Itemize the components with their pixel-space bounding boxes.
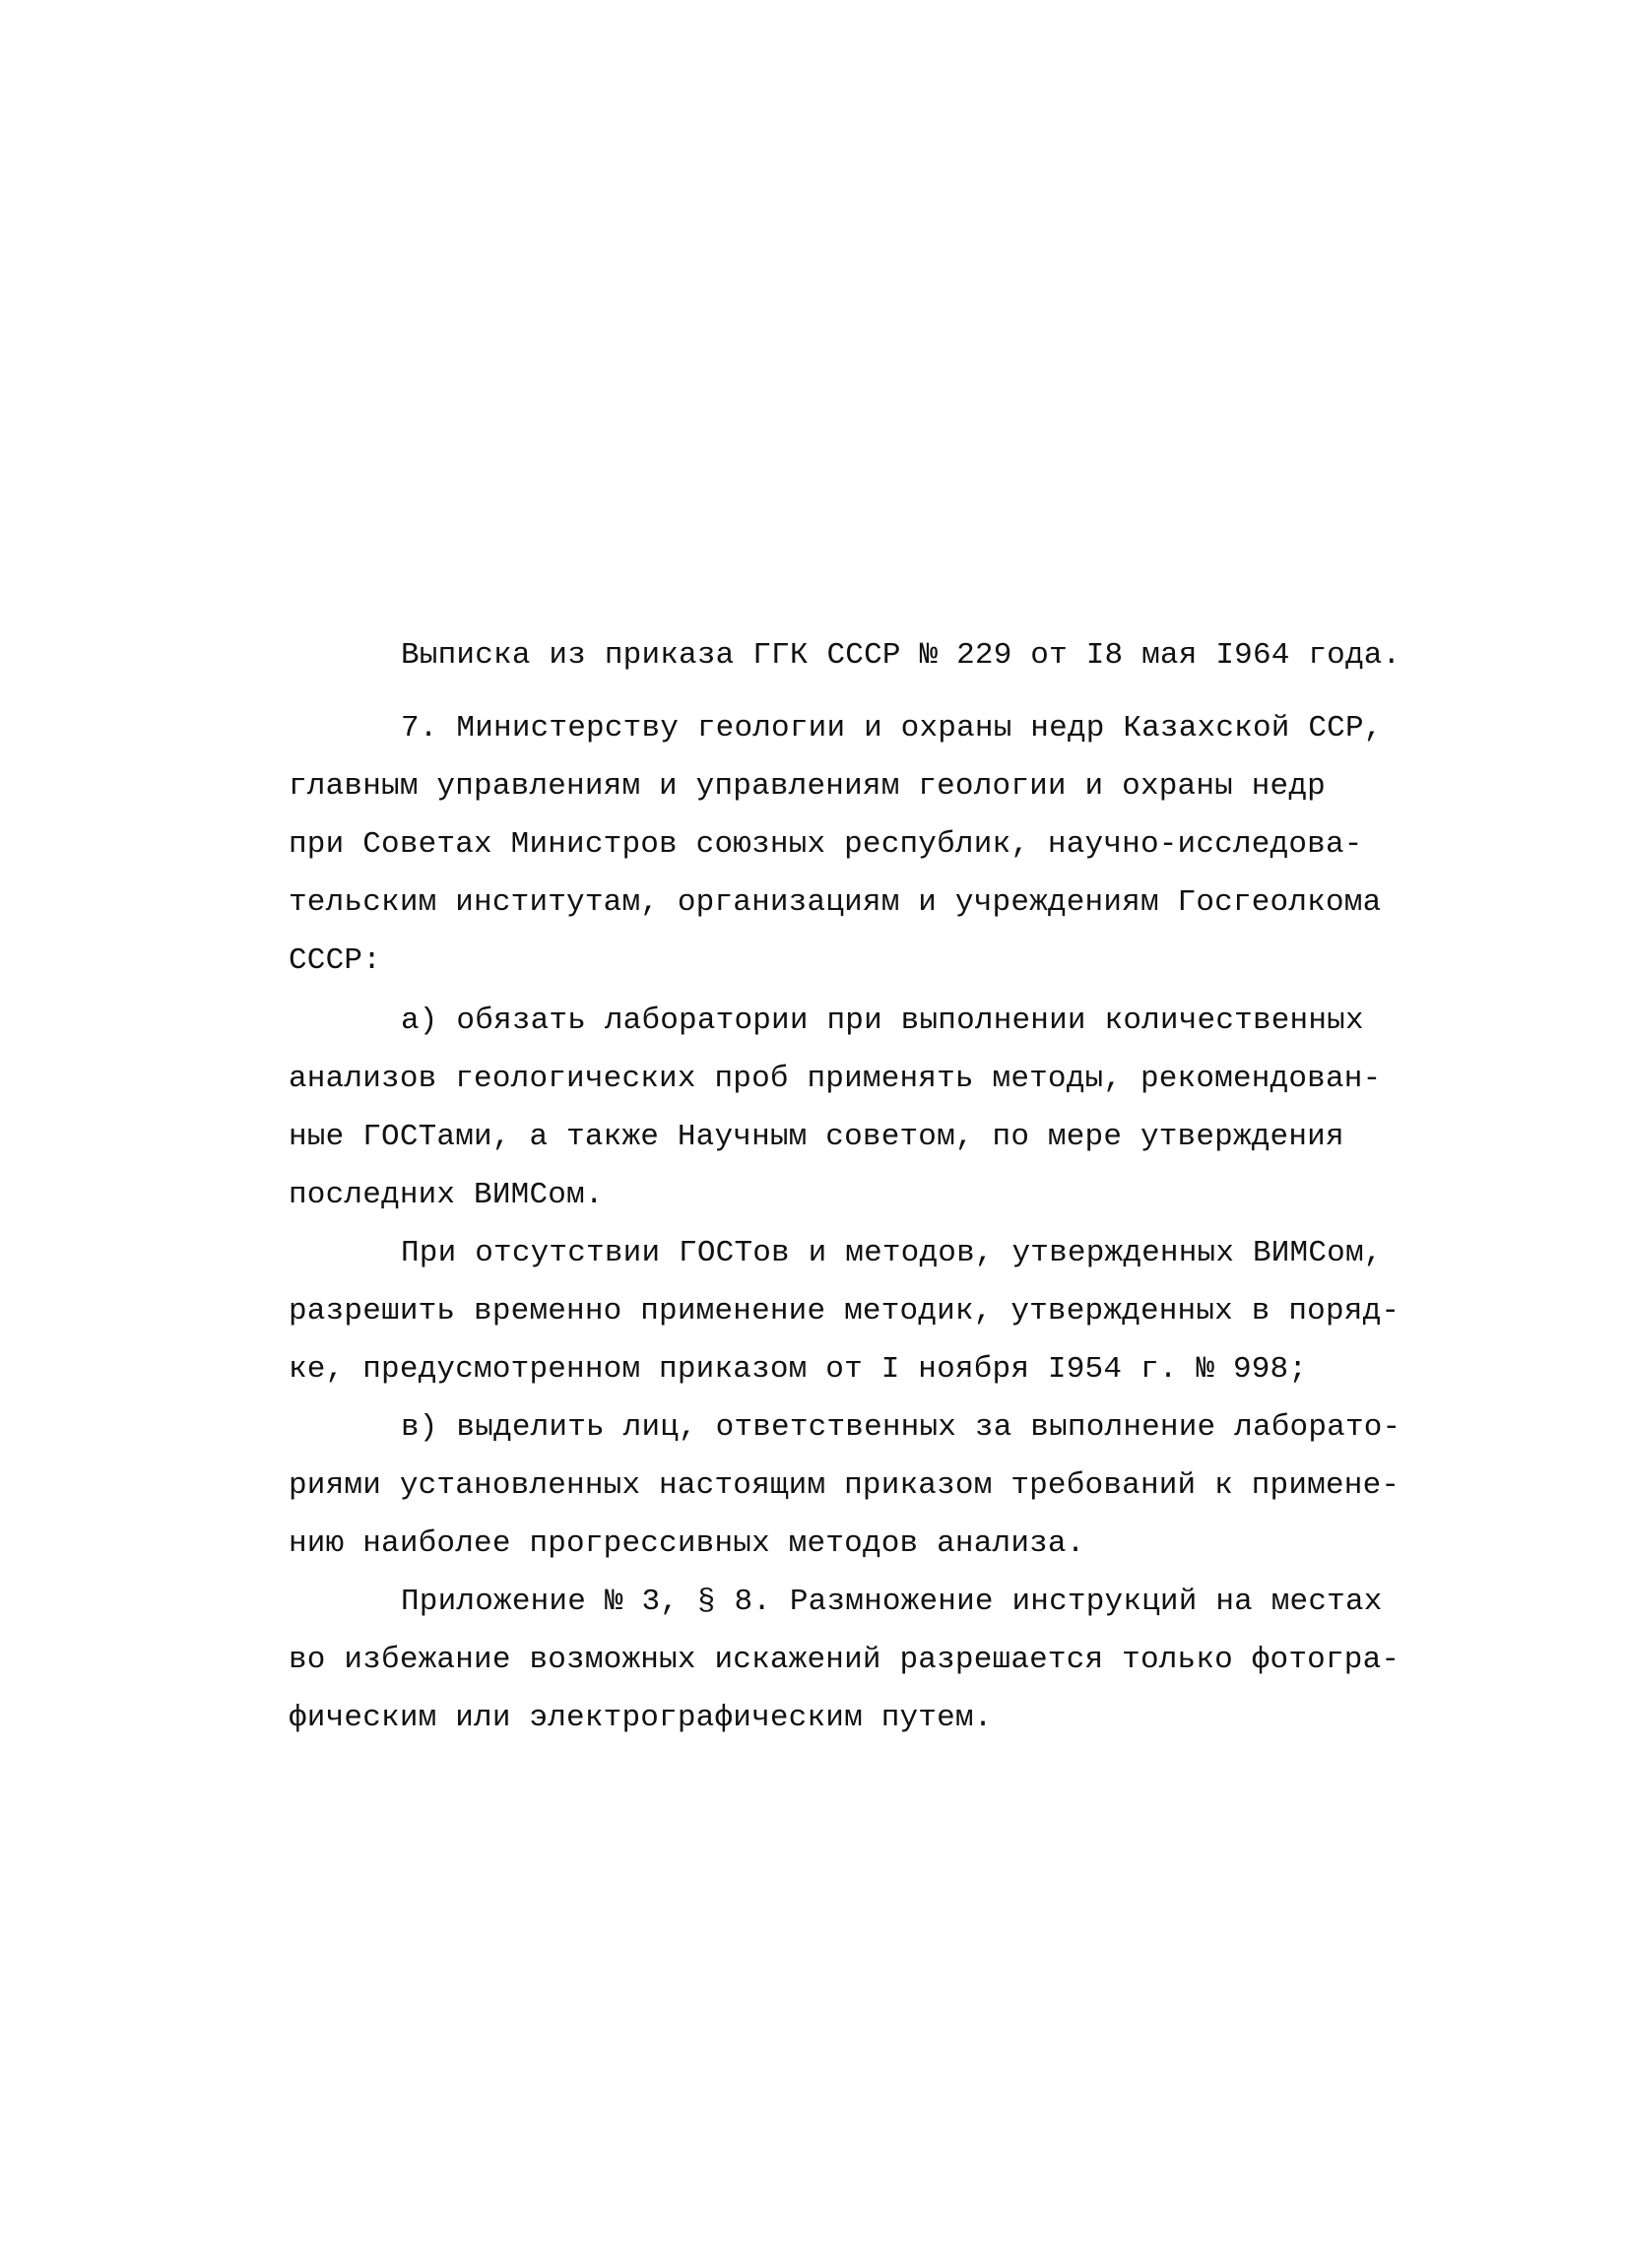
paragraph-line: ке, предусмотренном приказом от I ноября I954 г. № 998; (289, 1352, 1308, 1387)
paragraph-line: во избежание возможных искажений разрешается только фотогра- (289, 1643, 1400, 1677)
paragraph-line: нию наиболее прогрессивных методов анализа. (289, 1526, 1085, 1561)
document-header: Выписка из приказа ГГК СССР № 229 от I8 мая I964 года. (401, 638, 1401, 673)
paragraph-line: тельским институтам, организациям и учреждениям Госгеолкома (289, 885, 1382, 920)
paragraph-line: в) выделить лиц, ответственных за выполнение лаборато- (401, 1410, 1401, 1445)
paragraph-line: ные ГОСТами, а также Научным советом, по мере утверждения (289, 1120, 1344, 1154)
paragraph-line: главным управлениям и управлениям геологии и охраны недр (289, 769, 1326, 804)
paragraph-line: а) обязать лаборатории при выполнении количественных (401, 1004, 1364, 1038)
paragraph-line: анализов геологических проб применять методы, рекомендован- (289, 1062, 1382, 1096)
paragraph-line: фическим или электрографическим путем. (289, 1701, 993, 1735)
paragraph-line: 7. Министерству геологии и охраны недр Казахской ССР, (401, 711, 1383, 745)
paragraph-line: СССР: (289, 943, 382, 978)
paragraph-line: при Советах Министров союзных республик, научно-исследова- (289, 827, 1363, 862)
paragraph-line: разрешить временно применение методик, утвержденных в поряд- (289, 1294, 1400, 1328)
paragraph-line: Приложение № 3, § 8. Размножение инструкций на местах (401, 1585, 1383, 1619)
paragraph-line: риями установленных настоящим приказом требований к примене- (289, 1468, 1400, 1503)
paragraph-line: последних ВИМСом. (289, 1178, 604, 1212)
paragraph-line: При отсутствии ГОСТов и методов, утвержденных ВИМСом, (401, 1236, 1383, 1270)
